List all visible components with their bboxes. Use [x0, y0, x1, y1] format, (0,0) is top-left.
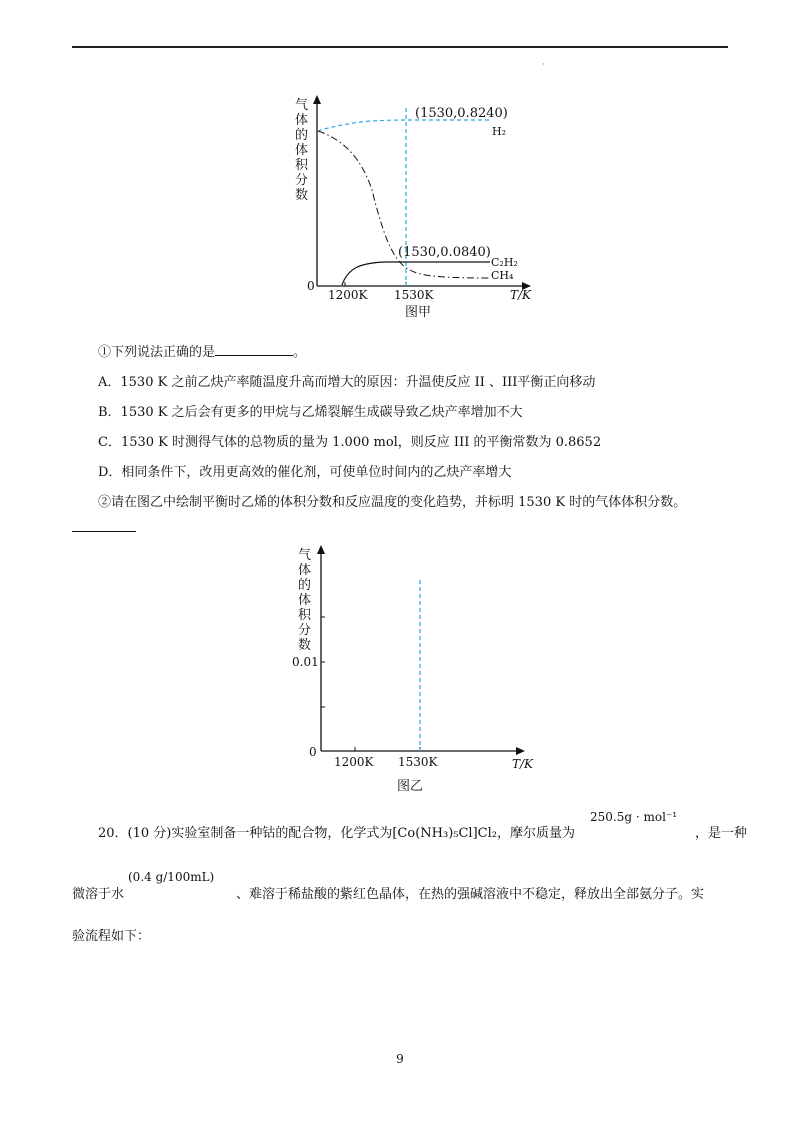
- figure-a-x-axis-label: T/K: [510, 288, 532, 302]
- problem-20-text-d: 、难溶于稀盐酸的紫红色晶体，在热的强碱溶液中不稳定，释放出全部氨分子。实: [236, 887, 705, 902]
- figure-b-origin: 0: [309, 745, 317, 759]
- figure-b-x-axis-label: T/K: [512, 757, 534, 771]
- figure-b-y-label-char: 积: [298, 608, 312, 623]
- figure-b-x-tick-label-1200: 1200K: [334, 755, 374, 769]
- figure-b-y-arrow: [317, 545, 325, 554]
- figure-a-origin: 0: [307, 279, 315, 293]
- option-a: A．1530 K 之前乙炔产率随温度升高而增大的原因：升温使反应 II 、III平衡正向移动: [98, 375, 596, 390]
- figure-b-y-label-char: 的: [298, 578, 312, 593]
- figure-a-annotation-h2: (1530,0.8240): [415, 106, 508, 121]
- problem-20-line-3: 验流程如下：: [72, 929, 151, 944]
- problem-20-line-2: [72, 883, 704, 902]
- solubility-value: (0.4 g/100mL): [128, 870, 215, 884]
- figure-a-y-label-char: 体: [295, 113, 309, 128]
- problem-20-text-a: 20．(10 分)实验室制备一种钴的配合物，化学式为[Co(NH₃)₅Cl]Cl₂，摩尔质量为: [98, 826, 575, 841]
- header-dot: ·: [542, 60, 545, 69]
- figure-b-caption: 图乙: [397, 779, 424, 794]
- figure-a-caption: 图甲: [405, 305, 432, 320]
- question-1-end: 。: [293, 345, 307, 360]
- figure-a-annotation-c2h2: (1530,0.0840): [398, 245, 491, 260]
- problem-20-line-1: [98, 822, 747, 841]
- option-b: B．1530 K 之后会有更多的甲烷与乙烯裂解生成碳导致乙炔产率增加不大: [98, 405, 523, 420]
- figure-a-series-label-ch4: CH₄: [491, 269, 514, 282]
- option-d: D．相同条件下，改用更高效的催化剂，可使单位时间内的乙炔产率增大: [98, 465, 512, 480]
- figure-b-y-axis-label: [298, 548, 312, 653]
- question-2: ②请在图乙中绘制平衡时乙烯的体积分数和反应温度的变化趋势，并标明 1530 K 时的气体体积分数。: [98, 495, 687, 510]
- figure-a-x-tick-label-1530: 1530K: [394, 288, 434, 302]
- molar-mass-value: 250.5g · mol⁻¹: [590, 810, 678, 824]
- figure-a-series-label-h2: H₂: [492, 125, 507, 138]
- problem-20-text-b: ，是一种: [694, 826, 747, 841]
- figure-b-y-label-char: 体: [298, 563, 312, 578]
- option-c: C．1530 K 时测得气体的总物质的量为 1.000 mol，则反应 III 的平衡常数为 0.8652: [98, 435, 602, 450]
- page-number: 9: [396, 1052, 404, 1066]
- problem-20-text-c: 微溶于水: [72, 887, 125, 902]
- figure-a-y-label-char: 体: [295, 143, 309, 158]
- figure-a-y-label-char: 分: [295, 173, 309, 188]
- figure-a-x-tick-label-1200: 1200K: [328, 288, 368, 302]
- figure-a-y-label-char: 气: [295, 98, 309, 113]
- figure-a-series-label-c2h2: C₂H₂: [491, 256, 518, 269]
- question-1-text: ①下列说法正确的是: [98, 345, 216, 360]
- figure-b-y-label-char: 体: [298, 593, 312, 608]
- figure-b-y-label-char: 分: [298, 623, 312, 638]
- figure-b-y-label-char: 数: [298, 638, 312, 653]
- figure-b-y-tick-label: 0.01: [292, 655, 319, 669]
- figure-b-y-label-char: 气: [298, 548, 312, 563]
- figure-a-y-label-char: 的: [295, 128, 309, 143]
- figure-b-x-tick-label-1530: 1530K: [398, 755, 438, 769]
- figure-b-x-arrow: [516, 747, 525, 755]
- figure-a-y-label-char: 数: [295, 188, 309, 203]
- figure-a-y-label-char: 积: [295, 158, 309, 173]
